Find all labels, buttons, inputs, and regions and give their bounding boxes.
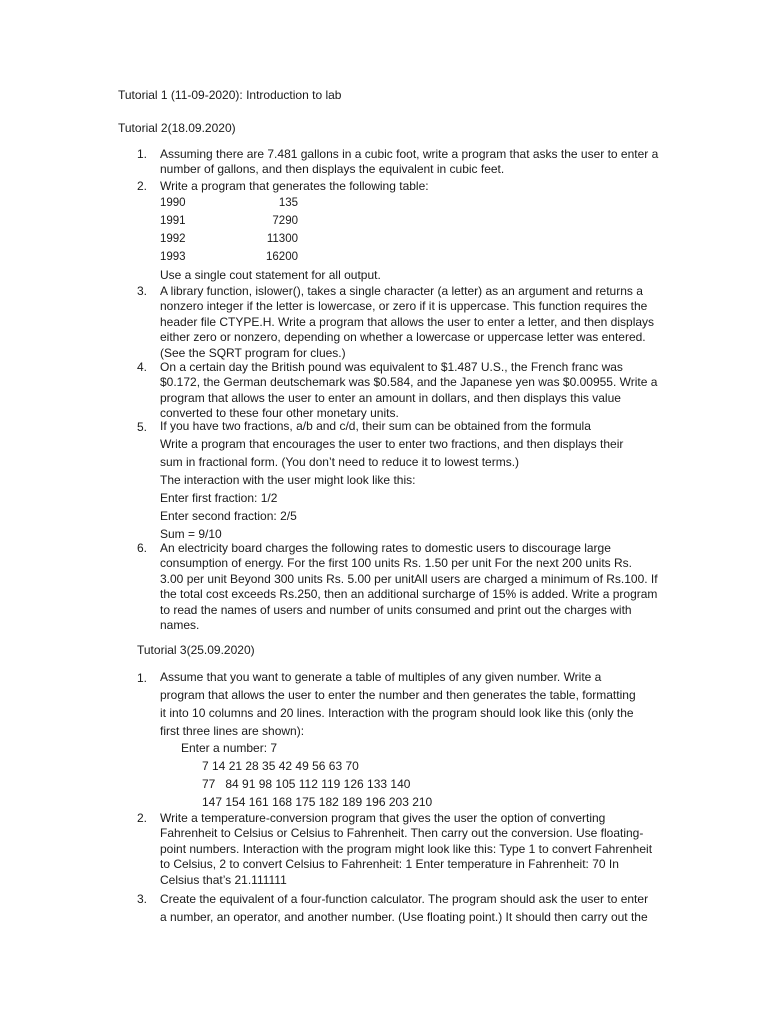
text-line: consumption of energy. For the first 100 units Rs. 1.50 per unit For the next 200 units Rs. <box>160 556 633 571</box>
text-line: first three lines are shown): <box>160 724 305 738</box>
table-value: 16200 <box>266 251 298 263</box>
t2-q4-text <box>160 360 658 422</box>
table-year: 1993 <box>160 251 186 263</box>
t2-q3-number: 3. <box>137 284 148 298</box>
t3-q1-text <box>160 668 654 740</box>
table-value: 11300 <box>266 233 298 245</box>
t2-q6-number: 6. <box>137 541 148 555</box>
text-line: program that allows the user to enter an amount in dollars, and then displays this value <box>160 390 621 405</box>
t3-q2-text <box>160 811 654 888</box>
text-line: A library function, islower(), takes a single character (a letter) as an argument and returns a <box>160 284 643 298</box>
tutorial1-heading: Tutorial 1 (11-09-2020): Introduction to lab <box>118 88 342 102</box>
t3-q1-prompt: Enter a number: 7 <box>181 741 278 755</box>
text-line: either zero or nonzero, depending on whether a lowercase or uppercase letter was entered. <box>160 330 646 345</box>
table-year: 1990 <box>160 197 186 209</box>
table-value: 135 <box>278 197 298 209</box>
t3-q1-number: 1. <box>137 671 148 685</box>
text-line: Write a temperature-conversion program that gives the user the option of converting <box>160 811 606 825</box>
text-line: Fahrenheit to Celsius or Celsius to Fahrenheit. Then carry out the conversion. Use floating- <box>160 826 644 841</box>
tutorial3-heading: Tutorial 3(25.09.2020) <box>137 643 255 657</box>
text-line: Enter second fraction: 2/5 <box>160 509 297 523</box>
text-line: to read the names of users and number of units consumed and print out the charges with <box>160 602 632 617</box>
text-line: Write a program that encourages the user to enter two fractions, and then displays their <box>160 437 624 451</box>
text-line: The interaction with the user might look like this: <box>160 473 416 487</box>
text-line: number of gallons, and then displays the equivalent in cubic feet. <box>160 162 505 177</box>
text-line: converted to these four other monetary units. <box>160 406 399 421</box>
text-line: Assume that you want to generate a table of multiples of any given number. Write a <box>160 670 602 684</box>
text-line: $0.172, the German deutschemark was $0.584, and the Japanese yen was $0.00955. Write a <box>160 375 658 390</box>
text-line: If you have two fractions, a/b and c/d, their sum can be obtained from the formula <box>160 419 591 433</box>
table-year: 1991 <box>160 215 186 227</box>
text-line: (See the SQRT program for clues.) <box>160 345 346 360</box>
tutorial2-heading: Tutorial 2(18.09.2020) <box>118 121 236 135</box>
t3-q3-number: 3. <box>137 892 148 906</box>
text-line: a number, an operator, and another number. (Use floating point.) It should then carry out the <box>160 910 648 924</box>
text-line: 3.00 per unit Beyond 300 units Rs. 5.00 per unitAll users are charged a minimum of Rs.100. If <box>160 571 658 586</box>
text-line: point numbers. Interaction with the program might look like this: Type 1 to convert Fahrenheit <box>160 841 653 856</box>
t2-q5-number: 5. <box>137 420 148 434</box>
t2-q3-text <box>160 284 654 361</box>
table-year: 1992 <box>160 233 186 245</box>
t2-q2-intro: Write a program that generates the following table: <box>160 179 429 193</box>
text-line: Celsius that’s 21.111111 <box>160 872 287 887</box>
t2-q1-number: 1. <box>137 147 148 161</box>
text-line: to Celsius, 2 to convert Celsius to Fahrenheit: 1 Enter temperature in Fahrenheit: 70 In <box>160 857 619 872</box>
t3-q3-text <box>160 890 654 926</box>
t2-q2-number: 2. <box>137 179 148 193</box>
text-line: program that allows the user to enter the number and then generates the table, formatting <box>160 688 636 702</box>
t3-q1-output-line: 147 154 161 168 175 182 189 196 203 210 <box>202 795 433 809</box>
text-line: An electricity board charges the following rates to domestic users to discourage large <box>160 541 611 555</box>
t2-q2-note: Use a single cout statement for all output. <box>160 268 381 282</box>
t2-q6-text <box>160 541 658 633</box>
text-line: Create the equivalent of a four-function calculator. The program should ask the user to enter <box>160 892 649 906</box>
text-line: names. <box>160 618 200 633</box>
text-line: header file CTYPE.H. Write a program that allows the user to enter a letter, and then displays <box>160 314 655 329</box>
t3-q1-output-line: 77 84 91 98 105 112 119 126 133 140 <box>202 777 411 791</box>
text-line: Assuming there are 7.481 gallons in a cubic foot, write a program that asks the user to enter a <box>160 147 659 161</box>
text-line: sum in fractional form. (You don’t need to reduce it to lowest terms.) <box>160 455 520 469</box>
t2-q4-number: 4. <box>137 360 148 374</box>
text-line: the total cost exceeds Rs.250, then an additional surcharge of 15% is added. Write a program <box>160 587 658 602</box>
t2-q5-text <box>160 417 654 543</box>
t3-q2-number: 2. <box>137 811 148 825</box>
text-line: Sum = 9/10 <box>160 527 222 541</box>
text-line: Enter first fraction: 1/2 <box>160 491 278 505</box>
table-value: 7290 <box>272 215 298 227</box>
text-line: it into 10 columns and 20 lines. Interaction with the program should look like this (only the <box>160 706 634 720</box>
t2-q1-text <box>160 147 659 178</box>
text-line: nonzero integer if the letter is lowercase, or zero if it is uppercase. This function requires the <box>160 299 648 314</box>
t3-q1-output-line: 7 14 21 28 35 42 49 56 63 70 <box>202 759 359 773</box>
text-line: On a certain day the British pound was equivalent to $1.487 U.S., the French franc was <box>160 360 623 374</box>
